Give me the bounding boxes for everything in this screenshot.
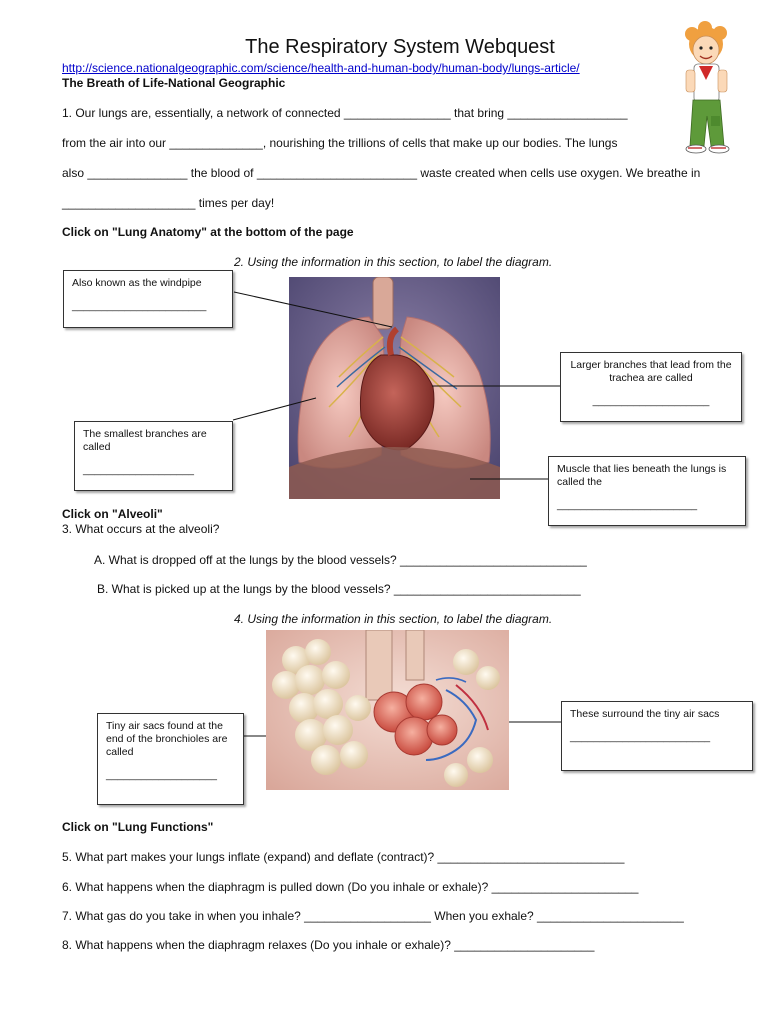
bronchioles-answer-blank[interactable]: ___________________ <box>83 464 194 476</box>
lung-functions-heading: Click on "Lung Functions" <box>62 820 214 834</box>
article-title: The Breath of Life-National Geographic <box>62 76 286 90</box>
alveoli-prompt: Tiny air sacs found at the end of the bronchioles are called <box>106 720 228 758</box>
label-box-alveoli <box>97 713 244 805</box>
question-3b: B. What is picked up at the lungs by the blood vessels? ____________________________ <box>97 582 581 596</box>
windpipe-prompt: Also known as the windpipe <box>72 277 202 289</box>
bronchioles-prompt: The smallest branches are called <box>83 428 207 453</box>
capillaries-answer-blank[interactable]: ________________________ <box>570 731 711 743</box>
question-4-instruction: 4. Using the information in this section, to label the diagram. <box>234 612 553 626</box>
question-1-line-1: 1. Our lungs are, essentially, a network of connected ________________ that bring __________________ <box>62 106 628 120</box>
question-3: 3. What occurs at the alveoli? <box>62 522 220 536</box>
question-3a: A. What is dropped off at the lungs by the blood vessels? ____________________________ <box>94 553 587 567</box>
page-title: The Respiratory System Webquest <box>245 36 555 58</box>
bronchi-answer-blank[interactable]: ____________________ <box>592 395 710 407</box>
alveoli-heading: Click on "Alveoli" <box>62 507 163 521</box>
bronchi-prompt: Larger branches that lead from the trachea are called <box>570 359 732 384</box>
alveoli-answer-blank[interactable]: ___________________ <box>106 769 217 781</box>
question-8: 8. What happens when the diaphragm relaxes (Do you inhale or exhale)? _____________________ <box>62 938 595 952</box>
lung-anatomy-heading: Click on "Lung Anatomy" at the bottom of the page <box>62 225 354 239</box>
label-box-windpipe <box>63 270 233 328</box>
question-2-instruction: 2. Using the information in this section, to label the diagram. <box>234 255 553 269</box>
question-7: 7. What gas do you take in when you inhale? ___________________ When you exhale? ______________________ <box>62 909 684 923</box>
windpipe-answer-blank[interactable]: _______________________ <box>72 300 207 312</box>
diaphragm-prompt: Muscle that lies beneath the lungs is called the <box>557 463 727 488</box>
question-1-line-2: from the air into our ______________, nourishing the trillions of cells that make up our bodies. The lungs <box>62 136 618 150</box>
question-6: 6. What happens when the diaphragm is pulled down (Do you inhale or exhale)? ______________________ <box>62 880 639 894</box>
label-box-capillaries <box>561 701 753 771</box>
lungs-anatomy-diagram <box>289 277 500 499</box>
question-1-line-4: ____________________ times per day! <box>62 196 275 210</box>
label-box-diaphragm <box>548 456 746 526</box>
diaphragm-answer-blank[interactable]: ________________________ <box>557 499 698 511</box>
capillaries-prompt: These surround the tiny air sacs <box>570 708 720 720</box>
question-5: 5. What part makes your lungs inflate (expand) and deflate (contract)? ____________________________ <box>62 850 625 864</box>
alveoli-diagram <box>266 630 509 790</box>
label-box-bronchi <box>560 352 742 422</box>
cartoon-kid-illustration <box>672 20 744 156</box>
label-box-bronchioles <box>74 421 233 491</box>
source-link[interactable]: http://science.nationalgeographic.com/science/health-and-human-body/human-body/lungs-article/ <box>62 61 580 75</box>
question-1-line-3: also _______________ the blood of ________________________ waste created when cells use oxygen. We breathe in <box>62 166 701 180</box>
